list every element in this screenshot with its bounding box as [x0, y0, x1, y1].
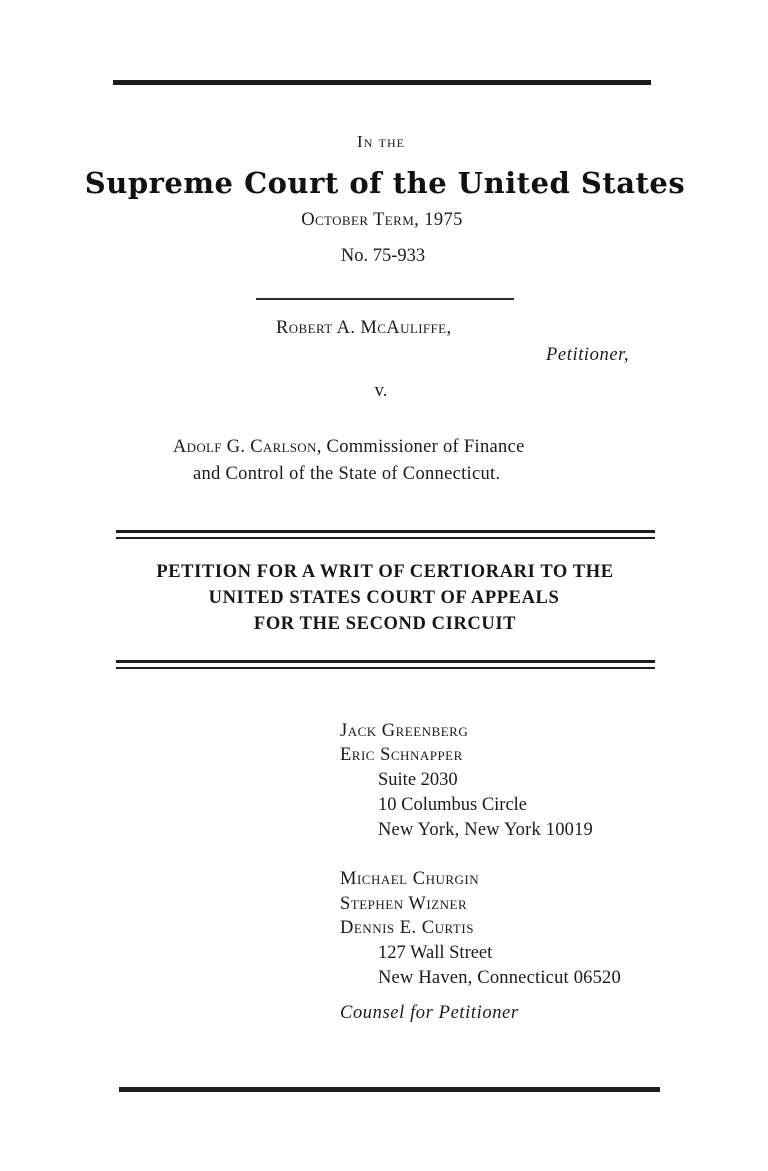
top-rule	[113, 80, 651, 85]
docket-number: No. 75-933	[340, 246, 426, 266]
respondent-line-2: and Control of the State of Connecticut.	[193, 464, 501, 484]
bottom-rule	[119, 1087, 660, 1092]
address-line: 10 Columbus Circle	[378, 795, 528, 815]
document-title-line-1: PETITION FOR A WRIT OF CERTIORARI TO THE	[156, 562, 614, 582]
title-rule-top-b	[116, 537, 655, 539]
attorney-name: Jack Greenberg	[340, 721, 469, 741]
title-rule-bottom-b	[116, 667, 655, 669]
counsel-role: Counsel for Petitioner	[340, 1003, 519, 1023]
attorney-name: Dennis E. Curtis	[340, 918, 474, 938]
address-line: New York, New York 10019	[378, 820, 594, 840]
attorney-name: Michael Churgin	[340, 869, 480, 889]
versus-label: v.	[374, 381, 388, 401]
attorney-name: Eric Schnapper	[340, 745, 463, 765]
title-rule-top-a	[116, 530, 655, 533]
court-name: Supreme Court of the United States	[84, 166, 686, 200]
document-title-line-3: FOR THE SECOND CIRCUIT	[253, 614, 517, 634]
petitioner-role: Petitioner,	[546, 345, 630, 365]
header-divider	[256, 298, 514, 300]
respondent-name: Adolf G. Carlson	[173, 437, 317, 457]
in-the-label: In the	[357, 132, 405, 151]
document-title-line-2: UNITED STATES COURT OF APPEALS	[208, 588, 560, 608]
attorney-name: Stephen Wizner	[340, 894, 468, 914]
address-line: New Haven, Connecticut 06520	[378, 968, 621, 988]
petitioner-name: Robert A. McAuliffe,	[276, 318, 452, 338]
address-line: 127 Wall Street	[378, 943, 493, 963]
respondent-line-1: Adolf G. Carlson, Commissioner of Finance	[173, 437, 525, 457]
address-line: Suite 2030	[378, 770, 458, 790]
title-rule-bottom-a	[116, 660, 655, 663]
term-label: October Term, 1975	[301, 210, 463, 230]
